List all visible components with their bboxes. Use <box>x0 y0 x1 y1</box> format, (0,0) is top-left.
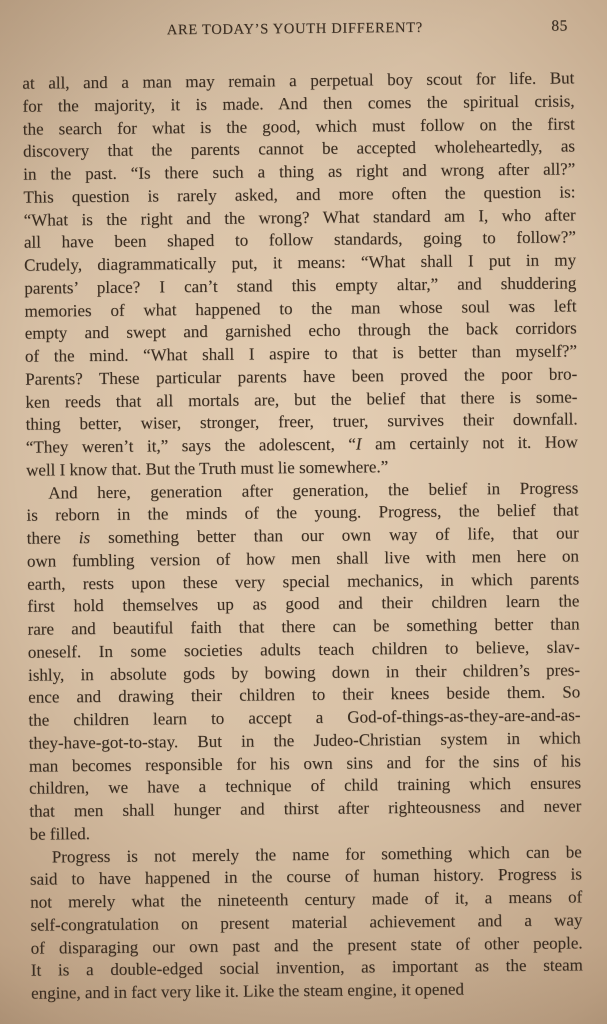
text-line: they-have-got-to-stay. But in the Judeo-Christian system in which <box>28 728 581 753</box>
text-line: ishly, in absolute gods by bowing down in their children’s pres- <box>27 659 581 685</box>
text-line: own fumbling version of how men shall live with men here on <box>26 546 580 571</box>
page-number: 85 <box>551 17 568 35</box>
text-line: thing better, wiser, stronger, freer, truer, survives their downfall. <box>25 409 578 434</box>
text-line: in the past. “Is there such a thing as right and wrong after all?” <box>23 159 576 184</box>
text-line: at all, and a man may remain a perpetual boy scout for life. But <box>22 68 575 93</box>
text-line: man becomes responsible for his own sins and for the sins of his <box>28 750 581 776</box>
text-line: Parents? These particular parents have been proved the poor bro- <box>25 364 578 389</box>
text-line: discovery that the parents cannot be accepted wholeheartedly, as <box>22 136 576 161</box>
text-line: the children learn to accept a God-of-things-as-they-are-and-as- <box>28 705 581 730</box>
text-line: self-congratulation on present material achievement and a way <box>30 910 583 935</box>
text-line: of disparaging our own past and the present state of other people. <box>30 932 583 958</box>
text-line: children, we have a technique of child training which ensures <box>29 773 582 798</box>
text-line: not merely what the nineteenth century made of it, a means of <box>30 887 583 912</box>
text-line: all have been shaped to follow standards, going to follow?” <box>23 227 576 252</box>
text-line: This question is rarely asked, and more often the question is: <box>23 182 576 207</box>
text-line: for the majority, it is made. And then comes the spiritual crisis, <box>22 91 575 116</box>
text-line: empty and swept and garnished echo through the back corridors <box>24 318 577 343</box>
text-line: is reborn in the minds of the young. Progress, the belief that <box>26 500 579 525</box>
page-body <box>22 67 583 1005</box>
text-line: be filled. <box>29 823 91 844</box>
text-line: first hold themselves up as good and their children learn the <box>27 591 580 616</box>
running-head <box>22 18 568 45</box>
text-line: well I know that. But the Truth must lie somewhere.” <box>25 456 389 480</box>
text-line: Crudely, diagrammatically put, it means: “What shall I put in my <box>24 250 577 275</box>
text-line: the search for what is the good, which must follow on the first <box>22 113 575 139</box>
text-line: engine, and in fact very like it. Like the steam engine, it opened <box>31 979 465 1003</box>
text-line: ence and drawing their children to their knees beside them. So <box>28 682 581 707</box>
running-head-title: ARE TODAY’S YOUTH DIFFERENT? <box>166 19 423 39</box>
text-line: rare and beautiful faith that there can be something better than <box>27 614 580 639</box>
text-line: memories of what happened to the man whose soul was left <box>24 295 577 321</box>
text-line: It is a double-edged social invention, as important as the steam <box>30 955 583 980</box>
text-line: earth, rests upon these very special mechanics, in which parents <box>27 568 580 594</box>
text-line: “They weren’t it,” says the adolescent, “I am certainly not it. How <box>25 432 578 457</box>
text-line: parents’ place? I can’t stand this empty altar,” and shuddering <box>24 273 577 298</box>
text-line: “What is the right and the wrong? What standard am I, who after <box>23 204 576 230</box>
text-line: Progress is not merely the name for something which can be <box>51 841 582 866</box>
text-line: that men shall hunger and thirst after righteousness and never <box>29 796 582 821</box>
text-line: ken reeds that all mortals are, but the belief that there is some- <box>25 386 578 412</box>
text-line: oneself. In some societies adults teach children to believe, slav- <box>27 637 580 662</box>
text-line: there is something better than our own way of life, that our <box>26 523 579 548</box>
text-line: said to have happened in the course of human history. Progress is <box>29 864 583 889</box>
text-line: And here, generation after generation, the belief in Progress <box>48 477 579 502</box>
text-line: of the mind. “What shall I aspire to that is better than myself?” <box>24 341 578 366</box>
